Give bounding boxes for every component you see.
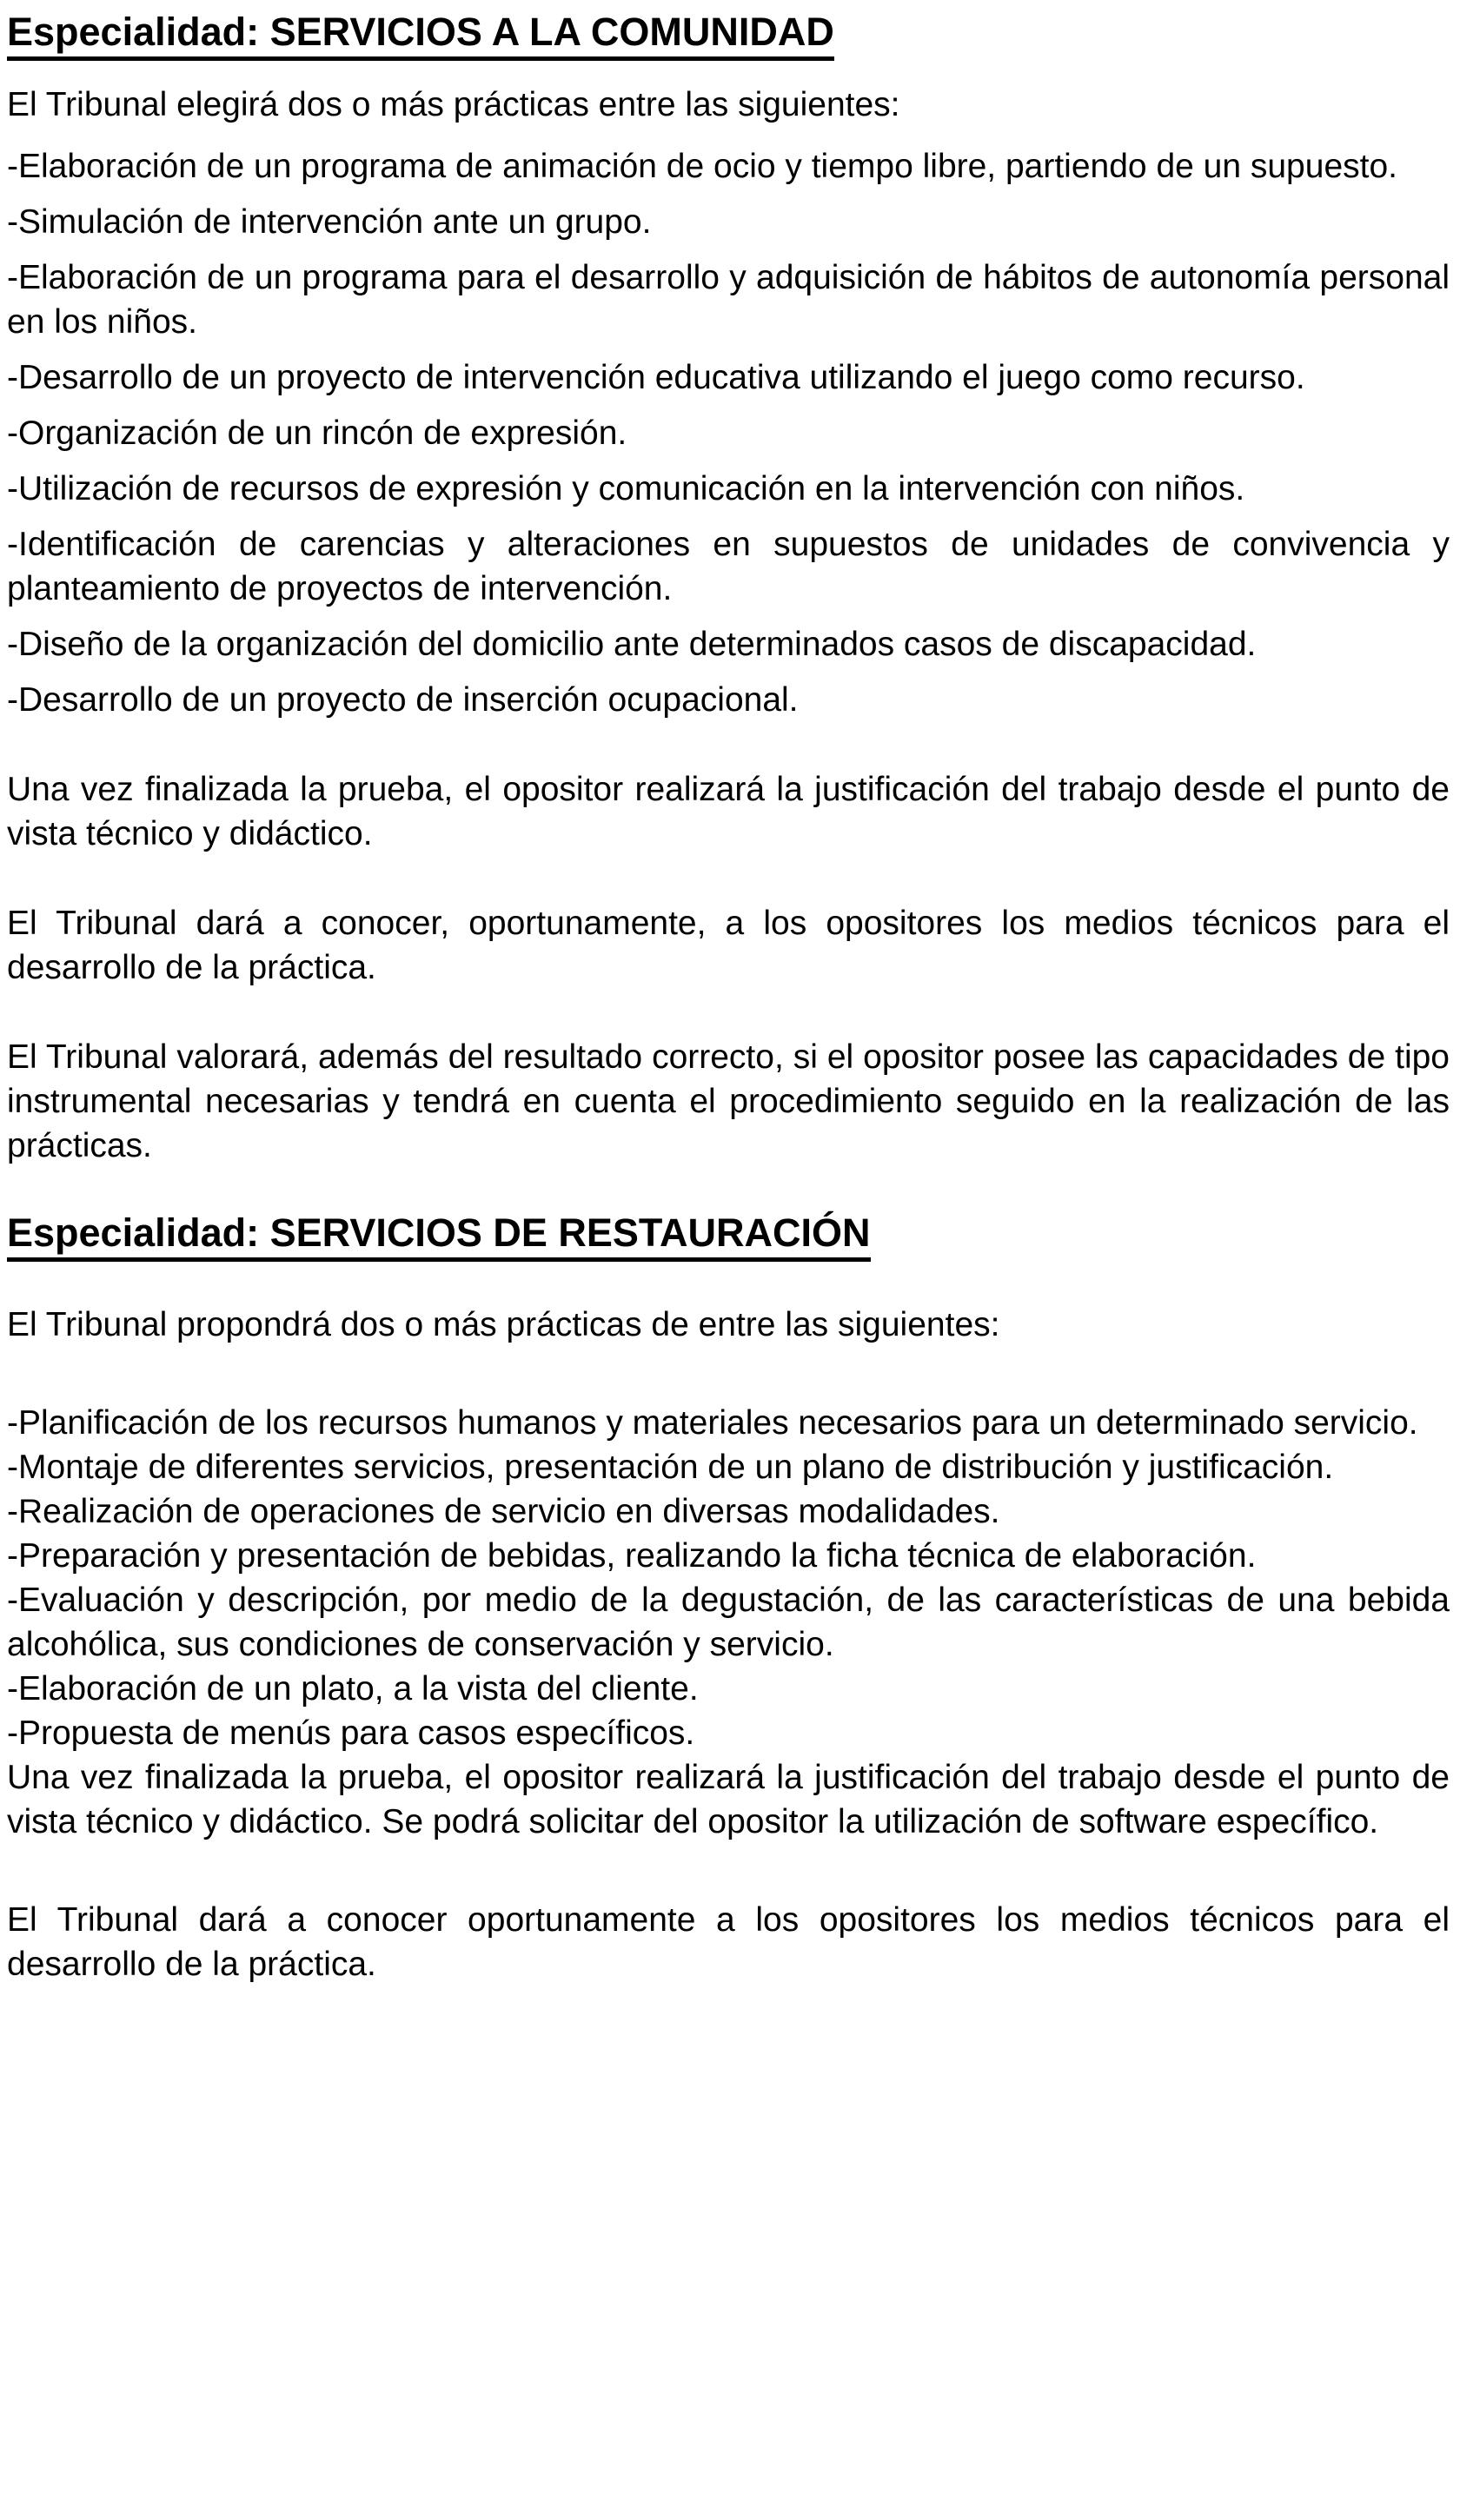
practice-item: -Desarrollo de un proyecto de inserción ocupacional. bbox=[7, 681, 799, 719]
practice-item: -Montaje de diferentes servicios, presentación de un plano de distribución y justificación. bbox=[7, 1449, 1334, 1486]
section-servicios-de-restauracion bbox=[7, 1208, 1450, 1986]
practice-item: -Desarrollo de un proyecto de intervención educativa utilizando el juego como recurso. bbox=[7, 359, 1305, 396]
heading-servicios-restauracion-text: Especialidad: SERVICIOS DE RESTAURACIÓN bbox=[7, 1210, 871, 1262]
body-paragraph: El Tribunal dará a conocer oportunamente a los opositores los medios técnicos para el desarrollo de la práctica. bbox=[7, 1901, 1450, 1983]
body-paragraph: El Tribunal dará a conocer, oportunamente, a los opositores los medios técnicos para el desarrollo de la práctica. bbox=[7, 905, 1450, 986]
practice-item: -Simulación de intervención ante un grupo. bbox=[7, 203, 652, 241]
practice-item: -Elaboración de un programa para el desarrollo y adquisición de hábitos de autonomía personal en los niños. bbox=[7, 259, 1450, 341]
practice-item: -Diseño de la organización del domicilio ante determinados casos de discapacidad. bbox=[7, 626, 1257, 663]
practices-list-comunidad bbox=[7, 144, 1450, 722]
practice-item: -Evaluación y descripción, por medio de la degustación, de las características de una bebida alcohólica, sus condiciones de conservación y servicio. bbox=[7, 1582, 1450, 1663]
heading-servicios-comunidad bbox=[7, 7, 1450, 56]
intro-paragraph-restauracion: El Tribunal propondrá dos o más prácticas de entre las siguientes: bbox=[7, 1306, 1000, 1343]
intro-paragraph-comunidad: El Tribunal elegirá dos o más prácticas entre las siguientes: bbox=[7, 86, 900, 123]
practice-item: -Realización de operaciones de servicio en diversas modalidades. bbox=[7, 1493, 1000, 1530]
practices-list-restauracion bbox=[7, 1401, 1450, 1844]
heading-servicios-comunidad-text: Especialidad: SERVICIOS A LA COMUNIDAD bbox=[7, 10, 834, 61]
practice-item: -Organización de un rincón de expresión. bbox=[7, 414, 627, 452]
practice-item: -Utilización de recursos de expresión y comunicación en la intervención con niños. bbox=[7, 470, 1245, 507]
practice-item: -Propuesta de menús para casos específicos. bbox=[7, 1714, 695, 1752]
practice-item: -Preparación y presentación de bebidas, realizando la ficha técnica de elaboración. bbox=[7, 1537, 1257, 1575]
practice-item: -Elaboración de un plato, a la vista del cliente. bbox=[7, 1670, 699, 1708]
closing-paragraph: Una vez finalizada la prueba, el opositor realizará la justificación del trabajo desde el punto de vista técnico y didáctico. Se podrá solicitar del opositor la utilización de software específico. bbox=[7, 1759, 1450, 1840]
body-paragraph: El Tribunal valorará, además del resultado correcto, si el opositor posee las capacidades de tipo instrumental necesarias y tendrá en cuenta el procedimiento seguido en la realización de las prácticas. bbox=[7, 1038, 1450, 1164]
section-servicios-a-la-comunidad bbox=[7, 7, 1450, 1168]
body-paragraph: Una vez finalizada la prueba, el opositor realizará la justificación del trabajo desde el punto de vista técnico y didáctico. bbox=[7, 771, 1450, 852]
heading-servicios-restauracion bbox=[7, 1208, 1450, 1257]
practice-item: -Identificación de carencias y alteraciones en supuestos de unidades de convivencia y planteamiento de proyectos de intervención. bbox=[7, 526, 1450, 607]
practice-item: -Planificación de los recursos humanos y materiales necesarios para un determinado servicio. bbox=[7, 1404, 1418, 1442]
practice-item: -Elaboración de un programa de animación de ocio y tiempo libre, partiendo de un supuesto. bbox=[7, 148, 1397, 185]
